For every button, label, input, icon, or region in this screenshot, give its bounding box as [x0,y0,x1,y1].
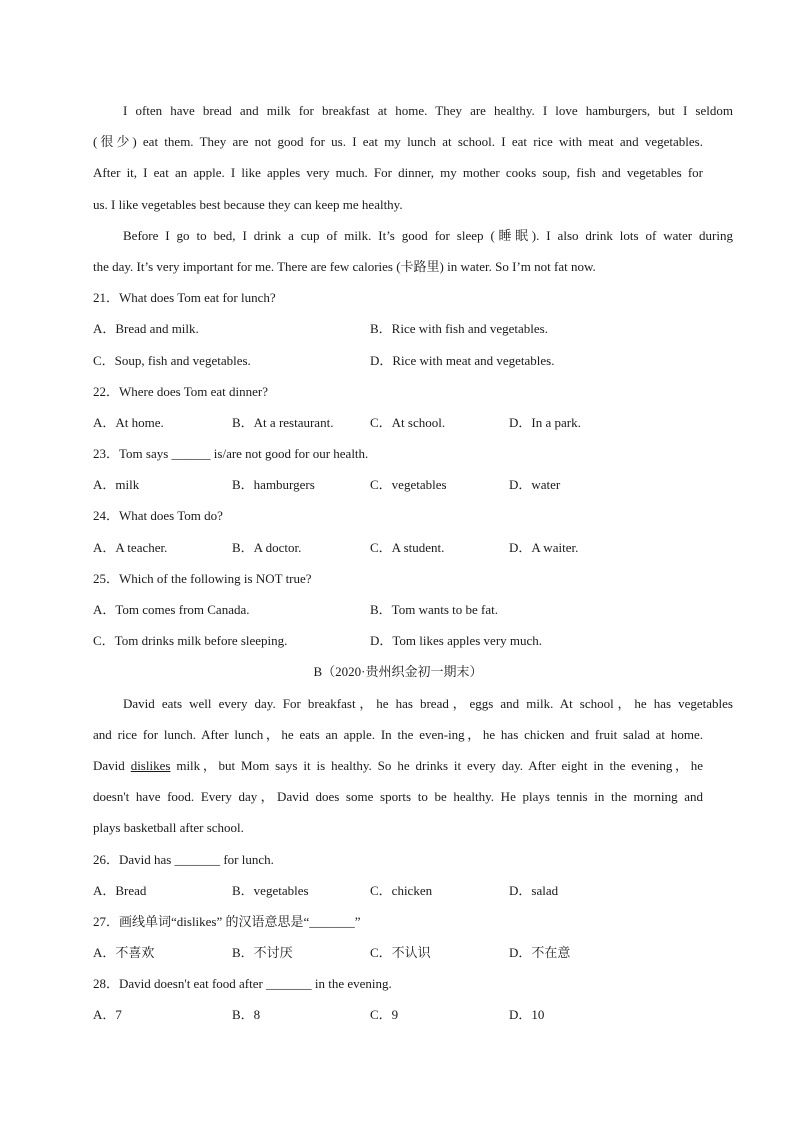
option-c[interactable]: C．Soup, fish and vegetables. [93,352,251,368]
question-stem: 25．Which of the following is NOT true? [93,570,312,586]
option-row [93,532,703,563]
option-row [93,625,703,656]
question-28 [93,968,703,1030]
option-b[interactable]: B．8 [232,1007,261,1023]
option-a[interactable]: A．7 [93,1007,122,1023]
question-21 [93,282,703,376]
passage-line: plays basketball after school. [93,820,244,836]
option-c[interactable]: C．Tom drinks milk before sleeping. [93,633,288,649]
option-row [93,345,703,376]
option-a[interactable]: A．Tom comes from Canada. [93,602,250,617]
passage-text: David [93,757,131,773]
option-b[interactable]: B．vegetables [232,882,309,898]
option-b[interactable]: B．Tom wants to be fat. [370,602,498,617]
option-c[interactable]: C．vegetables [370,477,447,493]
option-row [93,594,703,625]
option-a[interactable]: A．Bread [93,882,147,898]
option-a[interactable]: A．At home. [93,414,164,430]
question-24 [93,500,703,562]
option-row [93,875,703,906]
passage-line: and rice for lunch. After lunch，he eats an apple. In the even-ing，he has chicken and fruit salad at home. [93,726,703,742]
question-stem: 27．画线单词“dislikes” 的汉语意思是“_______” [93,913,361,929]
passage-line: the day. It’s very important for me. There are few calories (卡路里) in water. So I’m not fat now. [93,258,596,274]
question-stem: 23．Tom says ______ is/are not good for our health. [93,446,369,462]
passage-line: Before I go to bed, I drink a cup of milk. It’s good for sleep (睡眠). I also drink lots of water during [123,227,733,243]
question-stem: 24．What does Tom do? [93,508,223,524]
question-26 [93,844,703,906]
passage-a-paragraph-1 [93,95,733,220]
passage-a-paragraph-2 [93,220,733,282]
passage-line [93,750,703,781]
passage-line: doesn't have food. Every day，David does some sports to be healthy. He plays tennis in the morning and [93,789,703,805]
passage-text: milk，but Mom says it is healthy. So he drinks it every day. After eight in the evening，he [170,757,703,773]
question-stem: 21．What does Tom eat for lunch? [93,290,276,306]
option-b[interactable]: B．Rice with fish and vegetables. [370,321,548,337]
option-b[interactable]: B．hamburgers [232,477,315,493]
option-c[interactable]: C．9 [370,1007,399,1023]
option-a[interactable]: A．A teacher. [93,539,168,555]
question-stem: 28．David doesn't eat food after _______ in the evening. [93,976,392,992]
section-b-heading: B（2020·贵州织金初一期末） [313,664,483,680]
option-c[interactable]: C．At school. [370,414,446,430]
option-d[interactable]: D．10 [509,1007,545,1023]
option-d[interactable]: D．A waiter. [509,539,579,555]
option-row [93,469,703,500]
passage-line: I often have bread and milk for breakfast at home. They are healthy. I love hamburgers, but I seldom [123,103,733,118]
option-c[interactable]: C．A student. [370,539,445,555]
question-27 [93,906,703,968]
option-a[interactable]: A．milk [93,477,140,493]
option-d[interactable]: D．water [509,477,561,493]
question-22 [93,376,703,438]
option-b[interactable]: B．A doctor. [232,539,302,555]
option-row [93,999,703,1030]
question-stem: 26．David has _______ for lunch. [93,851,274,867]
question-23 [93,438,703,500]
option-a[interactable]: A．不喜欢 [93,945,155,961]
option-b[interactable]: B．At a restaurant. [232,414,334,430]
option-c[interactable]: C．chicken [370,882,433,898]
option-row [93,937,703,968]
option-row [93,313,703,344]
option-d[interactable]: D．Tom likes apples very much. [370,633,543,649]
option-d[interactable]: D．In a park. [509,414,581,430]
option-row [93,407,703,438]
option-b[interactable]: B．不讨厌 [232,945,293,961]
passage-line: After it, I eat an apple. I like apples very much. For dinner, my mother cooks soup, fish and vegetables for [93,165,703,181]
option-d[interactable]: D．salad [509,882,559,898]
passage-line: (很少) eat them. They are not good for us. I eat my lunch at school. I eat rice with meat and vegetables. [93,134,703,150]
passage-line: David eats well every day. For breakfast，he has bread，eggs and milk. At school，he has vegetables [123,695,733,711]
passage-b [93,688,733,844]
option-d[interactable]: D．Rice with meat and vegetables. [370,352,555,368]
worksheet-page [93,95,733,1031]
option-d[interactable]: D．不在意 [509,945,571,961]
option-c[interactable]: C．不认识 [370,945,431,961]
question-25 [93,563,703,657]
passage-line: us. I like vegetables best because they can keep me healthy. [93,196,403,212]
underlined-word-dislikes: dislikes [130,757,171,773]
option-a[interactable]: A．Bread and milk. [93,321,199,337]
question-stem: 22．Where does Tom eat dinner? [93,383,269,399]
